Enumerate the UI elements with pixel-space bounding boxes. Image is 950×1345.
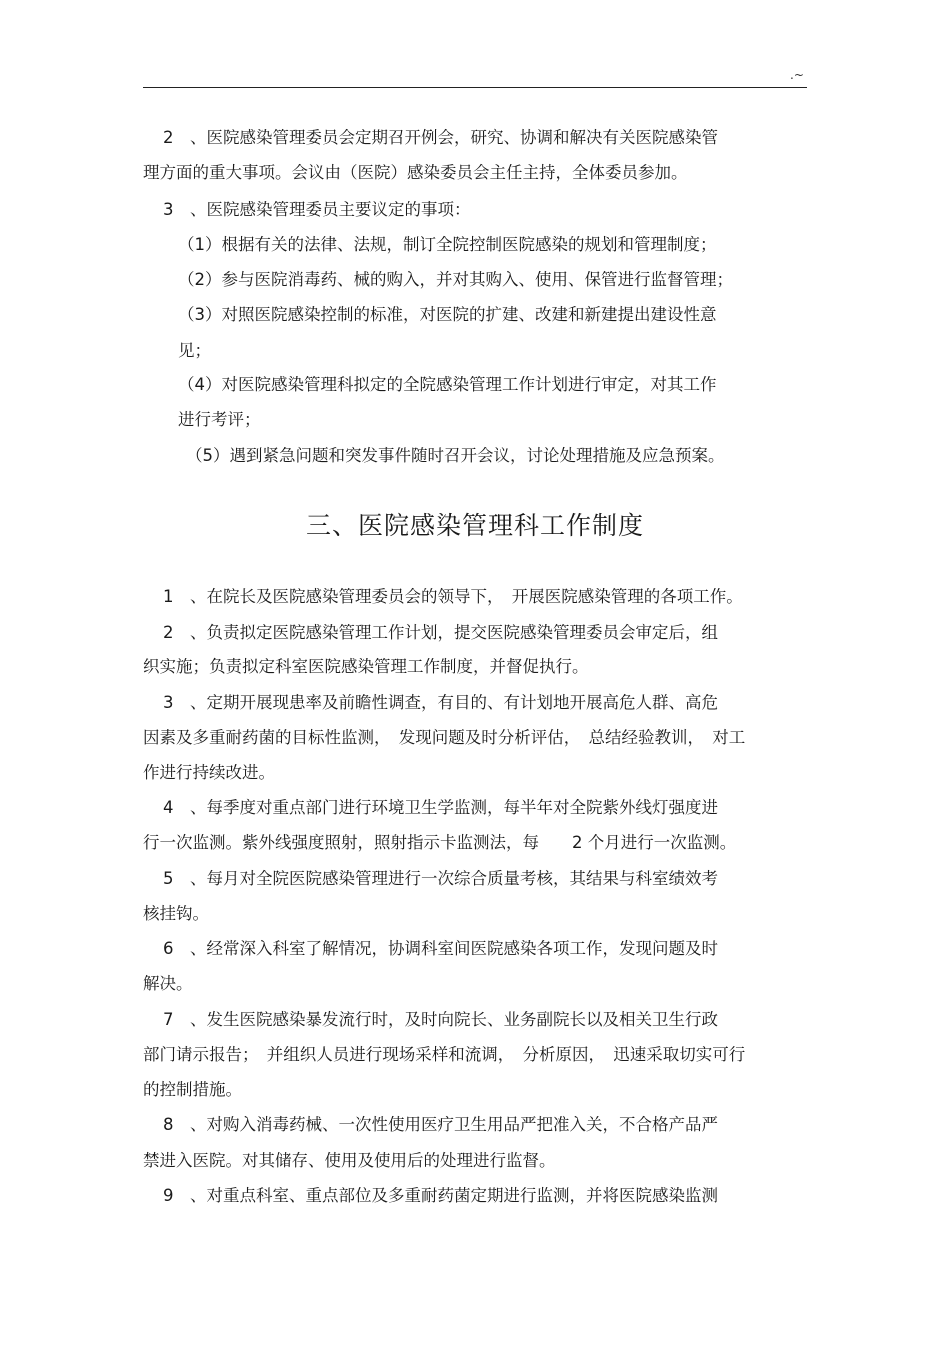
paragraph-line: 的控制措施。 — [143, 1080, 242, 1099]
header-mark: .~ — [790, 68, 804, 82]
paragraph-line: 织实施；负责拟定科室医院感染管理工作制度，并督促执行。 — [143, 657, 589, 676]
paragraph-line: （3）对照医院感染控制的标准，对医院的扩建、改建和新建提出建设性意 — [178, 305, 717, 324]
section-title: 三、医院感染管理科工作制度 — [305, 511, 644, 540]
paragraph-line: 解决。 — [143, 974, 193, 993]
paragraph-line: 禁进入医院。对其储存、使用及使用后的处理进行监督。 — [143, 1151, 556, 1170]
paragraph-line: （5）遇到紧急问题和突发事件随时召开会议，讨论处理措施及应急预案。 — [186, 446, 725, 465]
header-rule — [143, 87, 807, 88]
paragraph-line: （1）根据有关的法律、法规，制订全院控制医院感染的规划和管理制度； — [178, 235, 717, 254]
paragraph-line: 因素及多重耐药菌的目标性监测， 发现问题及时分析评估， 总结经验教训， 对工 — [143, 728, 746, 747]
paragraph-line: （4）对医院感染管理科拟定的全院感染管理工作计划进行审定，对其工作 — [178, 375, 717, 394]
paragraph-line: 4 、每季度对重点部门进行环境卫生学监测，每半年对全院紫外线灯强度进 — [163, 798, 718, 817]
paragraph-line: 7 、发生医院感染暴发流行时，及时向院长、业务副院长以及相关卫生行政 — [163, 1010, 718, 1029]
paragraph-line: 1 、在院长及医院感染管理委员会的领导下， 开展医院感染管理的各项工作。 — [163, 587, 743, 606]
paragraph-line: 见； — [178, 341, 211, 360]
paragraph-line: （2）参与医院消毒药、械的购入，并对其购入、使用、保管进行监督管理； — [178, 270, 733, 289]
paragraph-line: 理方面的重大事项。会议由（医院）感染委员会主任主持，全体委员参加。 — [143, 163, 688, 182]
paragraph-line: 进行考评； — [178, 410, 261, 429]
paragraph-line: 6 、经常深入科室了解情况，协调科室间医院感染各项工作，发现问题及时 — [163, 939, 718, 958]
paragraph-line: 8 、对购入消毒药械、一次性使用医疗卫生用品严把准入关，不合格产品严 — [163, 1115, 718, 1134]
paragraph-line: 3 、医院感染管理委员主要议定的事项： — [163, 200, 471, 219]
paragraph-line: 部门请示报告； 并组织人员进行现场采样和流调， 分析原因， 迅速采取切实可行 — [143, 1045, 746, 1064]
paragraph-line: 2 、医院感染管理委员会定期召开例会，研究、协调和解决有关医院感染管 — [163, 128, 718, 147]
paragraph-line: 3 、定期开展现患率及前瞻性调查，有目的、有计划地开展高危人群、高危 — [163, 693, 718, 712]
paragraph-line: 2 、负责拟定医院感染管理工作计划，提交医院感染管理委员会审定后，组 — [163, 623, 718, 642]
paragraph-line: 核挂钩。 — [143, 904, 209, 923]
paragraph-line: 5 、每月对全院医院感染管理进行一次综合质量考核，其结果与科室绩效考 — [163, 869, 718, 888]
paragraph-line: 作进行持续改进。 — [143, 763, 275, 782]
paragraph-line: 行一次监测。紫外线强度照射，照射指示卡监测法，每 2 个月进行一次监测。 — [143, 833, 737, 852]
paragraph-line: 9 、对重点科室、重点部位及多重耐药菌定期进行监测，并将医院感染监测 — [163, 1186, 718, 1205]
